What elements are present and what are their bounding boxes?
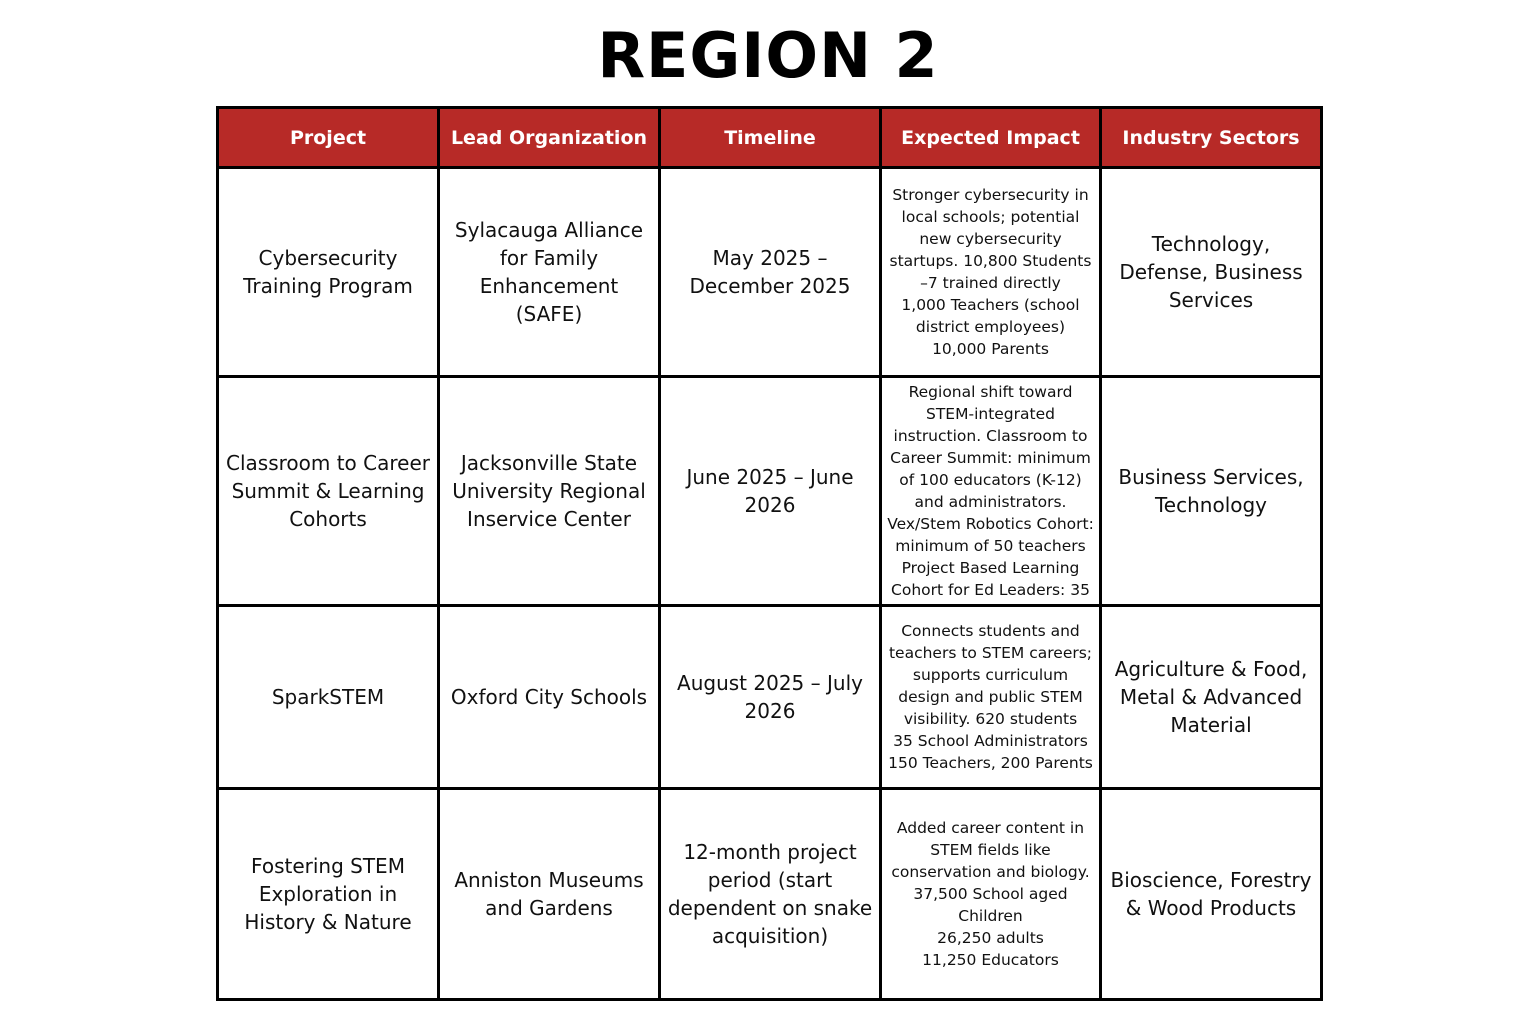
expected-impact-cell: Connects students and teachers to STEM careers; supports curriculum design and public STEM visibility. 620 students 35 School Administrators 150 Teachers, 200 Parents [881, 606, 1101, 789]
industry-sectors-cell: Business Services, Technology [1101, 377, 1322, 606]
header-expected-impact: Expected Impact [881, 108, 1101, 168]
table-row [218, 377, 1322, 606]
timeline-cell: May 2025 –December 2025 [660, 168, 881, 377]
expected-impact-cell: Regional shift toward STEM-integrated instruction. Classroom to Career Summit: minimum of 100 educators (K-12) and administrators. Vex/Stem Robotics Cohort: minimum of 50 teachers Project Based Learning Cohort for Ed Leaders: 35 [881, 377, 1101, 606]
header-timeline: Timeline [660, 108, 881, 168]
timeline-cell: June 2025 – June 2026 [660, 377, 881, 606]
industry-sectors-cell: Technology, Defense, Business Services [1101, 168, 1322, 377]
table-row [218, 789, 1322, 1000]
industry-sectors-cell: Bioscience, Forestry & Wood Products [1101, 789, 1322, 1000]
timeline-cell: 12-month project period (start dependent on snake acquisition) [660, 789, 881, 1000]
expected-impact-cell: Stronger cybersecurity in local schools; potential new cybersecurity startups. 10,800 Students –7 trained directly 1,000 Teachers (school district employees) 10,000 Parents [881, 168, 1101, 377]
table-row [218, 606, 1322, 789]
table-row [218, 168, 1322, 377]
header-project: Project [218, 108, 439, 168]
project-cell: Classroom to Career Summit & Learning Cohorts [218, 377, 439, 606]
project-cell: Cybersecurity Training Program [218, 168, 439, 377]
lead-organization-cell: Anniston Museums and Gardens [439, 789, 660, 1000]
lead-organization-cell: Jacksonville State University Regional Inservice Center [439, 377, 660, 606]
page-title: REGION 2 [597, 19, 939, 92]
region-table [216, 106, 1323, 1001]
project-cell: SparkSTEM [218, 606, 439, 789]
lead-organization-cell: Sylacauga Alliance for Family Enhancement (SAFE) [439, 168, 660, 377]
header-industry-sectors: Industry Sectors [1101, 108, 1322, 168]
lead-organization-cell: Oxford City Schools [439, 606, 660, 789]
industry-sectors-cell: Agriculture & Food, Metal & Advanced Material [1101, 606, 1322, 789]
timeline-cell: August 2025 – July 2026 [660, 606, 881, 789]
expected-impact-cell: Added career content in STEM fields like conservation and biology. 37,500 School aged Children 26,250 adults 11,250 Educators [881, 789, 1101, 1000]
table-header-row [218, 108, 1322, 168]
project-cell: Fostering STEM Exploration in History & Nature [218, 789, 439, 1000]
header-lead-organization: Lead Organization [439, 108, 660, 168]
